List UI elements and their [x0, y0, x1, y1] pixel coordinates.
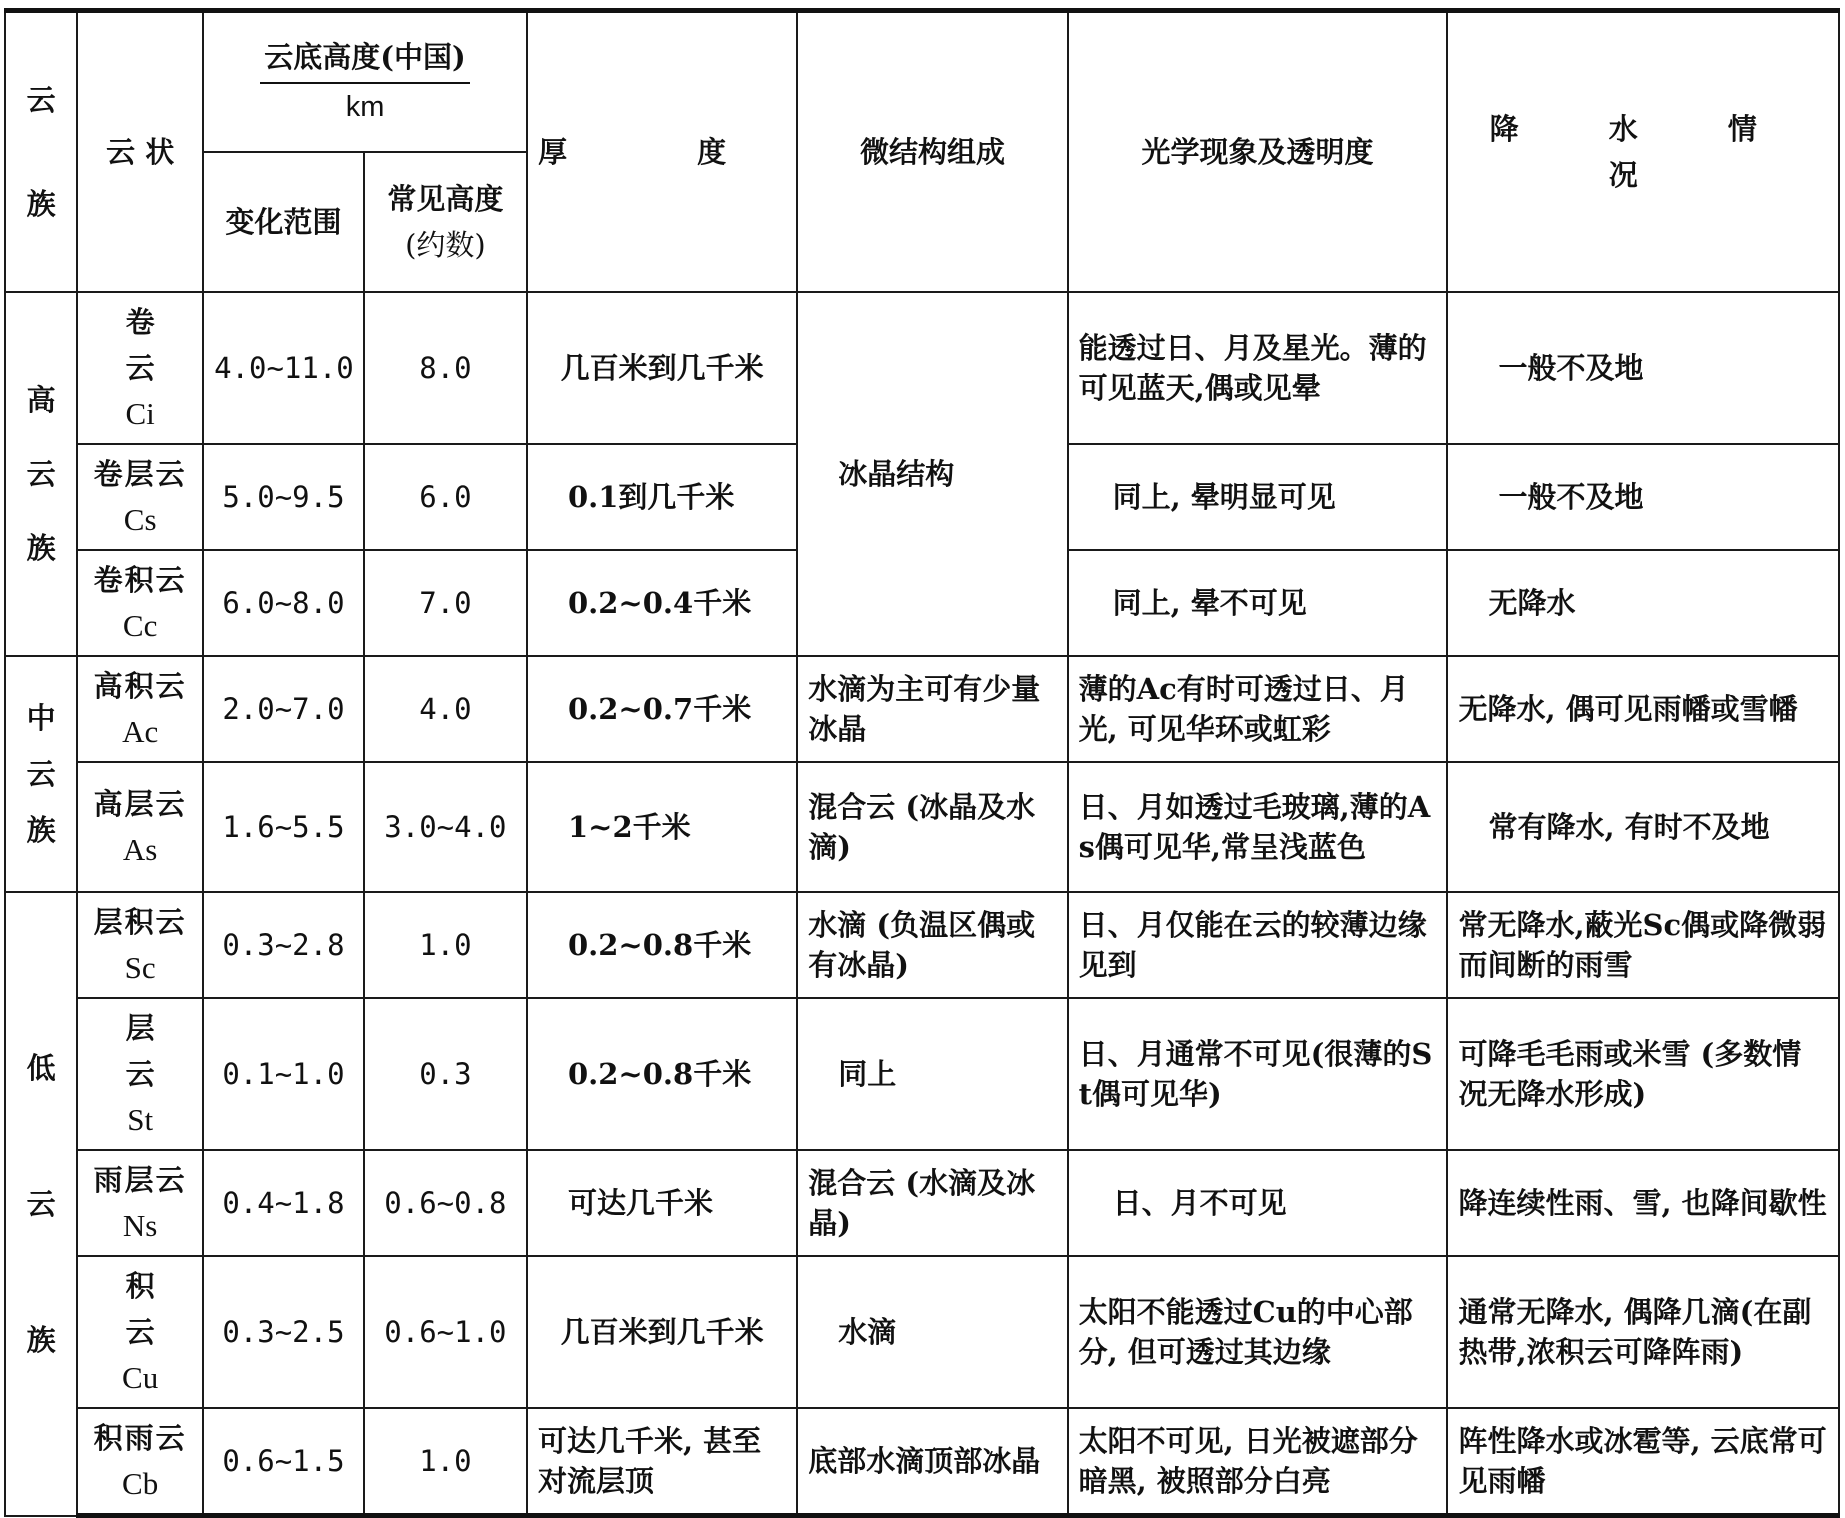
thickness-cell: 可达几千米, 甚至对流层顶	[527, 1408, 797, 1516]
table-row	[5, 892, 1839, 998]
microstructure-cell: 混合云 (水滴及冰晶)	[797, 1150, 1067, 1256]
thickness-cell: 几百米到几千米	[527, 292, 797, 444]
range-cell: 0.1~1.0	[203, 998, 364, 1150]
common-height-cell: 0.3	[364, 998, 527, 1150]
table-row	[5, 762, 1839, 892]
cloud-shape-cell: 卷积云 Cc	[77, 550, 203, 656]
range-cell: 2.0~7.0	[203, 656, 364, 762]
range-cell: 5.0~9.5	[203, 444, 364, 550]
precipitation-cell: 一般不及地	[1447, 444, 1839, 550]
thickness-cell: 0.1到几千米	[527, 444, 797, 550]
common-height-cell: 7.0	[364, 550, 527, 656]
cloud-shape-cell: 高积云 Ac	[77, 656, 203, 762]
thickness-cell: 0.2~0.8千米	[527, 998, 797, 1150]
cloud-shape-cell: 卷 云 Ci	[77, 292, 203, 444]
precipitation-cell: 降连续性雨、雪, 也降间歇性	[1447, 1150, 1839, 1256]
table-row	[5, 1408, 1839, 1516]
microstructure-cell: 水滴	[797, 1256, 1067, 1408]
precipitation-cell: 通常无降水, 偶降几滴(在副热带,浓积云可降阵雨)	[1447, 1256, 1839, 1408]
range-cell: 0.6~1.5	[203, 1408, 364, 1516]
cloud-shape-cell: 积雨云 Cb	[77, 1408, 203, 1516]
optical-cell: 日、月不可见	[1068, 1150, 1448, 1256]
header-cloud-shape: 云 状	[77, 11, 203, 293]
optical-cell: 太阳不能透过Cu的中心部分, 但可透过其边缘	[1068, 1256, 1448, 1408]
common-height-cell: 3.0~4.0	[364, 762, 527, 892]
precipitation-cell: 可降毛毛雨或米雪 (多数情况无降水形成)	[1447, 998, 1839, 1150]
thickness-cell: 0.2~0.4千米	[527, 550, 797, 656]
header-microstructure: 微结构组成	[797, 11, 1067, 293]
optical-cell: 能透过日、月及星光。薄的可见蓝天,偶或见晕	[1068, 292, 1448, 444]
range-cell: 4.0~11.0	[203, 292, 364, 444]
cloud-classification-table-wrapper	[4, 8, 1840, 1518]
precipitation-cell: 无降水, 偶可见雨幡或雪幡	[1447, 656, 1839, 762]
optical-cell: 日、月如透过毛玻璃,薄的As偶可见华,常呈浅蓝色	[1068, 762, 1448, 892]
family-middle: 中 云 族	[5, 656, 77, 892]
common-height-cell: 4.0	[364, 656, 527, 762]
microstructure-cell: 混合云 (冰晶及水滴)	[797, 762, 1067, 892]
family-high: 高 云 族	[5, 292, 77, 656]
header-family: 云 族	[5, 11, 77, 293]
common-height-cell: 6.0	[364, 444, 527, 550]
cloud-shape-cell: 层 云 St	[77, 998, 203, 1150]
range-cell: 1.6~5.5	[203, 762, 364, 892]
range-cell: 0.3~2.5	[203, 1256, 364, 1408]
precipitation-cell: 阵性降水或冰雹等, 云底常可见雨幡	[1447, 1408, 1839, 1516]
header-common-height: 常见高度 (约数)	[364, 152, 527, 292]
microstructure-cell: 水滴为主可有少量冰晶	[797, 656, 1067, 762]
optical-cell: 日、月通常不可见(很薄的St偶可见华)	[1068, 998, 1448, 1150]
cloud-shape-cell: 高层云 As	[77, 762, 203, 892]
header-cloud-base-height	[203, 11, 527, 153]
header-row-1	[5, 11, 1839, 153]
thickness-cell: 0.2~0.7千米	[527, 656, 797, 762]
common-height-cell: 1.0	[364, 1408, 527, 1516]
thickness-cell: 1~2千米	[527, 762, 797, 892]
header-thickness: 厚 度	[527, 11, 797, 293]
precipitation-cell: 无降水	[1447, 550, 1839, 656]
cloud-shape-cell: 层积云 Sc	[77, 892, 203, 998]
table-row	[5, 1256, 1839, 1408]
precipitation-cell: 常有降水, 有时不及地	[1447, 762, 1839, 892]
table-row	[5, 292, 1839, 444]
microstructure-cell: 同上	[797, 998, 1067, 1150]
common-height-cell: 8.0	[364, 292, 527, 444]
optical-cell: 太阳不可见, 日光被遮部分暗黑, 被照部分白亮	[1068, 1408, 1448, 1516]
table-row	[5, 656, 1839, 762]
range-cell: 0.4~1.8	[203, 1150, 364, 1256]
precipitation-cell: 常无降水,蔽光Sc偶或降微弱而间断的雨雪	[1447, 892, 1839, 998]
optical-cell: 同上, 晕明显可见	[1068, 444, 1448, 550]
optical-cell: 薄的Ac有时可透过日、月光, 可见华环或虹彩	[1068, 656, 1448, 762]
thickness-cell: 几百米到几千米	[527, 1256, 797, 1408]
cloud-shape-cell: 卷层云 Cs	[77, 444, 203, 550]
table-row	[5, 998, 1839, 1150]
header-optical: 光学现象及透明度	[1068, 11, 1448, 293]
common-height-cell: 0.6~1.0	[364, 1256, 527, 1408]
header-range: 变化范围	[203, 152, 364, 292]
microstructure-cell: 水滴 (负温区偶或有冰晶)	[797, 892, 1067, 998]
header-cloud-base-unit: km	[345, 91, 385, 124]
cloud-classification-table	[4, 8, 1840, 1518]
header-precipitation: 降 水 情 况	[1447, 11, 1839, 293]
thickness-cell: 0.2~0.8千米	[527, 892, 797, 998]
precipitation-cell: 一般不及地	[1447, 292, 1839, 444]
microstructure-cell: 底部水滴顶部冰晶	[797, 1408, 1067, 1516]
range-cell: 0.3~2.8	[203, 892, 364, 998]
thickness-cell: 可达几千米	[527, 1150, 797, 1256]
optical-cell: 日、月仅能在云的较薄边缘见到	[1068, 892, 1448, 998]
common-height-cell: 1.0	[364, 892, 527, 998]
header-cloud-base-title: 云底高度(中国)	[260, 34, 469, 84]
common-height-cell: 0.6~0.8	[364, 1150, 527, 1256]
family-low: 低 云 族	[5, 892, 77, 1516]
cloud-shape-cell: 积 云 Cu	[77, 1256, 203, 1408]
cloud-shape-cell: 雨层云 Ns	[77, 1150, 203, 1256]
optical-cell: 同上, 晕不可见	[1068, 550, 1448, 656]
microstructure-cell-ice: 冰晶结构	[797, 292, 1067, 656]
range-cell: 6.0~8.0	[203, 550, 364, 656]
table-row	[5, 1150, 1839, 1256]
